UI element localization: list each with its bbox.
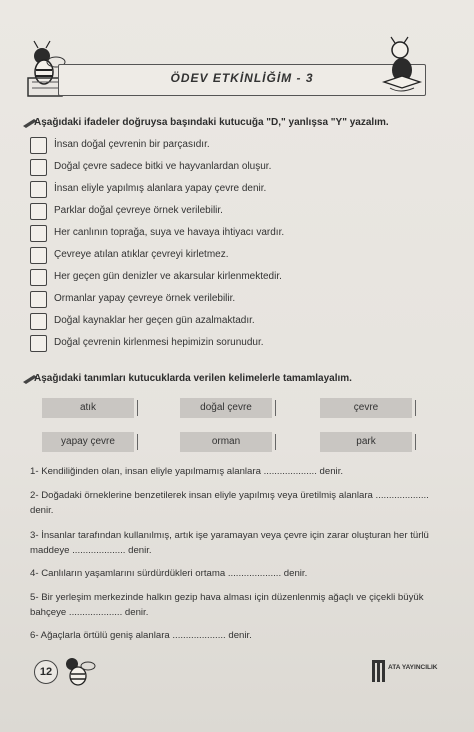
answer-checkbox[interactable]	[30, 291, 47, 308]
answer-checkbox[interactable]	[30, 225, 47, 242]
publisher-logo-icon	[372, 660, 386, 682]
statement-text: Doğal çevrenin kirlenmesi hepimizin sorunudur.	[54, 337, 264, 348]
fill-in-question[interactable]: 2- Doğadaki örneklerine benzetilerek insan eliyle yapılmış veya üretilmiş alanlara .................... denir.	[30, 490, 429, 516]
fill-in-question[interactable]: 1- Kendiliğinden olan, insan eliyle yapılmamış alanlara .................... denir.	[30, 466, 344, 477]
answer-checkbox[interactable]	[30, 313, 47, 330]
bee-mascot-icon	[58, 654, 98, 688]
answer-checkbox[interactable]	[30, 269, 47, 286]
statement-text: Çevreye atılan atıklar çevreyi kirletmez.	[54, 249, 229, 260]
word-option: orman	[180, 432, 272, 452]
statement-text: Parklar doğal çevreye örnek verilebilir.	[54, 205, 223, 216]
answer-checkbox[interactable]	[30, 335, 47, 352]
fill-in-question[interactable]: 4- Canlıların yaşamlarını sürdürdükleri ortama .................... denir.	[30, 568, 308, 579]
statement-text: Her geçen gün denizler ve akarsular kirlenmektedir.	[54, 271, 282, 282]
word-option: doğal çevre	[180, 398, 272, 418]
answer-checkbox[interactable]	[30, 247, 47, 264]
statement-text: Ormanlar yapay çevreye örnek verilebilir.	[54, 293, 236, 304]
word-option: park	[320, 432, 412, 452]
word-option: çevre	[320, 398, 412, 418]
true-false-instruction: Aşağıdaki ifadeler doğruysa başındaki kutucuğa "D," yanlışsa "Y" yazalım.	[34, 117, 389, 128]
publisher-name: ATA YAYINCILIK	[388, 664, 438, 671]
fill-in-question[interactable]: 6- Ağaçlarla örtülü geniş alanlara .................... denir.	[30, 630, 252, 641]
page-title: ÖDEV ETKİNLİĞİM - 3	[170, 71, 314, 85]
statement-text: İnsan doğal çevrenin bir parçasıdır.	[54, 139, 210, 150]
statement-text: Doğal çevre sadece bitki ve hayvanlardan oluşur.	[54, 161, 272, 172]
fill-in-instruction: Aşağıdaki tanımları kutucuklarda verilen kelimelerle tamamlayalım.	[34, 373, 352, 384]
ant-reading-mascot-icon	[370, 36, 432, 98]
statement-text: Her canlının toprağa, suya ve havaya ihtiyacı vardır.	[54, 227, 285, 238]
fill-in-question[interactable]: 3- İnsanlar tarafından kullanılmış, artık işe yaramayan veya çevre için zarar oluşturan her türlü maddeye .................... denir.	[30, 530, 429, 556]
answer-checkbox[interactable]	[30, 159, 47, 176]
answer-checkbox[interactable]	[30, 137, 47, 154]
word-option: yapay çevre	[42, 432, 134, 452]
publisher-logo	[372, 660, 442, 684]
page-number: 12	[34, 660, 58, 684]
statement-text: Doğal kaynaklar her geçen gün azalmaktadır.	[54, 315, 255, 326]
word-option: atık	[42, 398, 134, 418]
answer-checkbox[interactable]	[30, 181, 47, 198]
fill-in-question[interactable]: 5- Bir yerleşim merkezinde halkın gezip hava alması için düzenlenmiş ağaçlı ve çiçekli büyük bahçeye .................... denir.	[30, 592, 424, 618]
answer-checkbox[interactable]	[30, 203, 47, 220]
statement-text: İnsan eliyle yapılmış alanlara yapay çevre denir.	[54, 183, 267, 194]
